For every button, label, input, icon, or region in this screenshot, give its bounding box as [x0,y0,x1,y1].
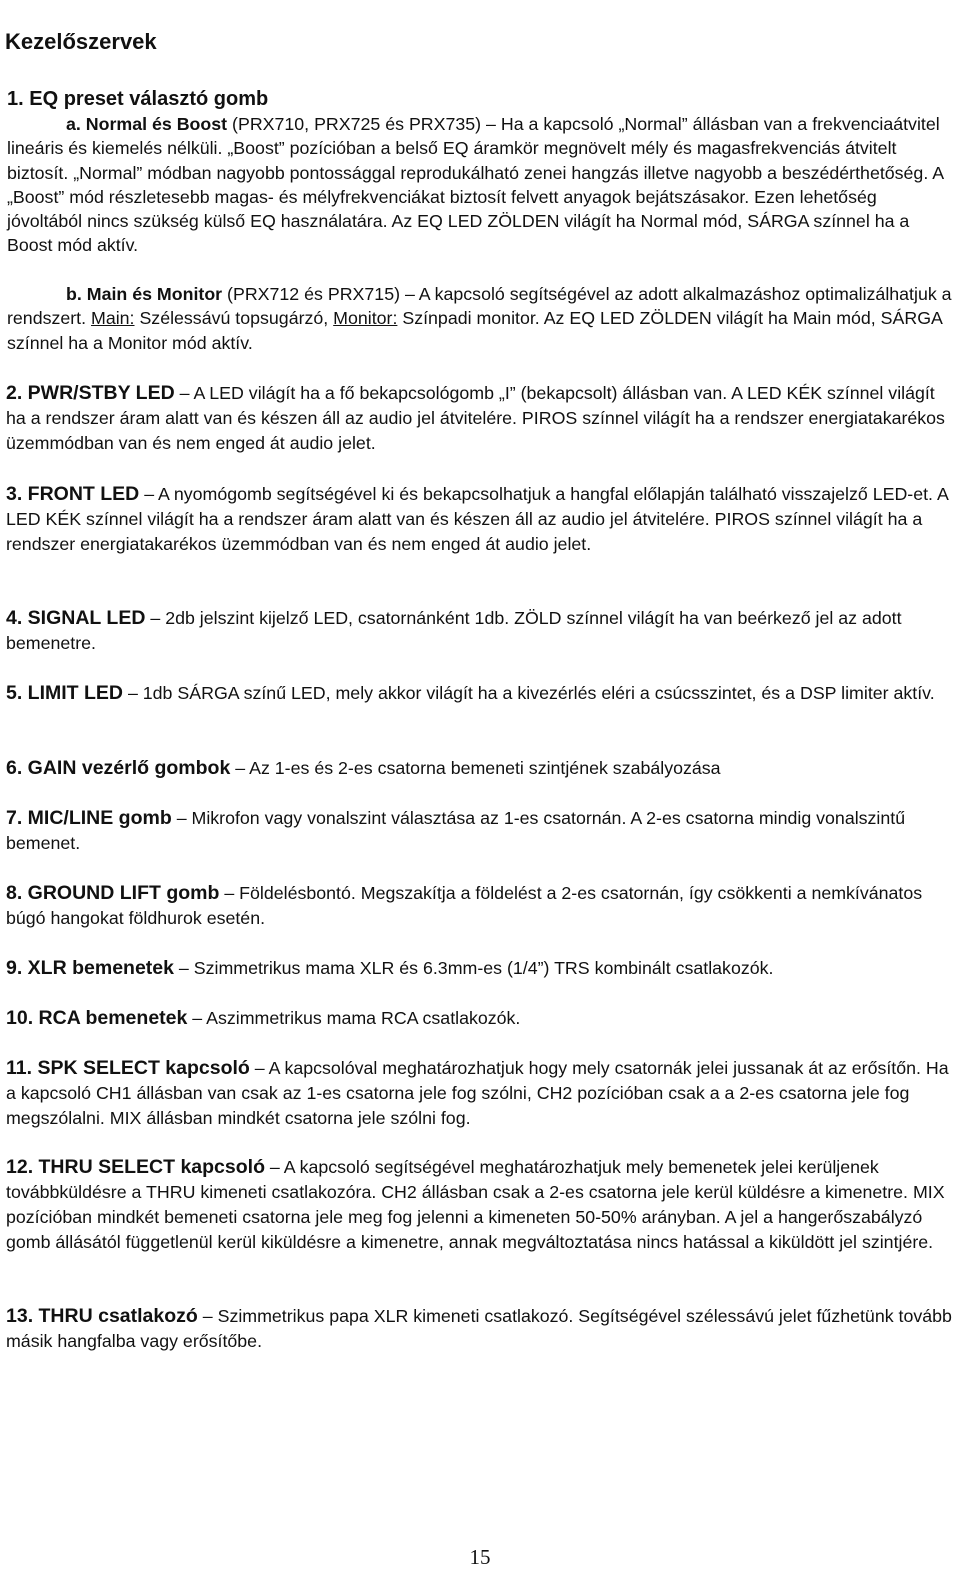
item-limit-led [6,681,954,706]
item-heading: 8. GROUND LIFT gomb [6,882,220,904]
page-title: Kezelőszervek [5,29,157,54]
subsection-main-monitor [7,282,952,355]
subsection-label: b. [66,284,82,304]
subsection-text: Színpadi monitor. Az EQ LED ZÖLDEN világít ha Main mód, SÁRGA színnel ha a Monitor mód aktív. [7,308,942,353]
item-heading: 11. SPK SELECT kapcsoló [6,1057,250,1079]
item-text: – Az 1-es és 2-es csatorna bemeneti szintjének szabályozása [230,758,721,778]
subsection-text: Szélessávú topsugárzó, [134,308,334,329]
item-text: – Szimmetrikus papa XLR kimeneti csatlakozó. Segítségével szélessávú jelet fűzhetünk tovább másik hangfalba vagy erősítőbe. [6,1306,952,1351]
item-thru-select-switch [6,1155,954,1255]
item-text: – 1db SÁRGA színű LED, mely akkor világít ha a kivezérlés eléri a csúcsszintet, és a DSP limiter aktív. [123,683,935,703]
item-heading: 5. LIMIT LED [6,682,123,704]
item-xlr-inputs [6,956,954,981]
page-number: 15 [469,1545,491,1569]
item-mic-line-button [6,806,954,856]
subsection-name: Main és Monitor [86,284,223,304]
item-text: – Földelésbontó. Megszakítja a földelést a 2-es csatornán, így csökkenti a nemkívánatos búgó hangokat földhurok esetén. [6,883,923,928]
item-spk-select-switch [6,1056,954,1131]
subsection-text: (PRX710, PRX725 és PRX735) – Ha a kapcsoló „Normal” állásban van a frekvenciaátvitel lineáris és kiemelés nélküli. „Boost” pozícióban a belső EQ áramkör megnövelt mély és magasfrekvenciás átvitelt biztosít. „Normal” módban nagyobb pontossággal reprodukálható zenei hangzás illetve nagyobb a beszédérthetőség. A „Boost” mód részletesebb magas- és mélyfrekvenciákat biztosít felvett anyagok bejátszásakor. Ezen lehetőség jóvoltából nincs szükség külső EQ használatára. Az EQ LED ZÖLDEN világít ha Normal mód, SÁRGA színnel ha a Boost mód aktív. [7,114,944,256]
item-front-led [6,482,954,557]
item-heading: 12. THRU SELECT kapcsoló [6,1156,265,1178]
item-heading: 3. FRONT LED [6,483,140,505]
item-pwr-stby-led [6,381,954,456]
item-text: – A nyomógomb segítségével ki és bekapcsolhatjuk a hangfal előlapján található visszajelző LED-et. A LED KÉK színnel világít ha a rendszer áram alatt van és készen áll az audio jel átvitelére. PIROS színnel világít ha a rendszer energiatakarékos üzemmódban van és nem enged át audio jelet. [6,484,948,554]
subsection-name: Normal és Boost [85,114,228,134]
item-text: – Aszimmetrikus mama RCA csatlakozók. [187,1008,521,1028]
item-gain-controls [6,756,954,781]
main-label: Main: [91,308,135,329]
item-heading: 4. SIGNAL LED [6,607,146,629]
item-text: – A LED világít ha a fő bekapcsológomb „I” (bekapcsolt) állásban van. A LED KÉK színnel világít ha a rendszer áram alatt van és készen áll az audio jel átvitelére. PIROS színnel világít ha a rendszer energiatakarékos üzemmódban van és nem enged át audio jelet. [6,383,945,453]
item-heading: 10. RCA bemenetek [6,1007,188,1029]
item-text: – 2db jelszint kijelző LED, csatornánként 1db. ZÖLD színnel világít ha van beérkező jel az adott bemenetre. [6,608,902,653]
subsection-label: a. [66,114,81,134]
section-heading-eq-preset: 1. EQ preset választó gomb [7,88,269,110]
item-text: – Mikrofon vagy vonalszint választása az 1-es csatornán. A 2-es csatorna mindig vonalszintű bemenet. [6,808,906,853]
item-rca-inputs [6,1006,954,1031]
subsection-text: (PRX712 és PRX715) – A kapcsoló segítségével az adott alkalmazáshoz optimalizálhatjuk a rendszert. [7,284,952,329]
item-text: – A kapcsolóval meghatározhatjuk hogy mely csatornák jelei jussanak át az erősítőn. Ha a kapcsoló CH1 állásban van csak az 1-es csatorna jele fog szólni, CH2 pozícióban csak a a 2-es csatorna jele fog megszólalni. MIX állásban mindkét csatorna jele szólni fog. [6,1058,949,1128]
item-heading: 9. XLR bemenetek [6,957,174,979]
monitor-label: Monitor: [333,308,398,329]
item-heading: 7. MIC/LINE gomb [6,807,172,829]
item-text: – Szimmetrikus mama XLR és 6.3mm-es (1/4”) TRS kombinált csatlakozók. [173,958,774,978]
item-thru-connector [6,1304,954,1354]
item-heading: 2. PWR/STBY LED [6,382,175,404]
subsection-normal-boost [7,112,952,258]
item-text: – A kapcsoló segítségével meghatározhatjuk mely bemenetek jelei kerüljenek továbbküldésre a THRU kimeneti csatlakozóra. CH2 állásban csak a 2-es csatorna jele kerül küldésre a kimenetre. MIX pozícióban mindkét bemeneti csatorna jele meg fog jelenni a kimeneten 50-50% arányban. A jel a hangerőszabályzó gomb állásától függetlenül kerül kiküldésre a kimenetre, annak megváltoztatása nincs hatással a kiküldött jel szintjére. [6,1157,945,1252]
item-heading: 13. THRU csatlakozó [6,1305,198,1327]
item-ground-lift-button [6,881,954,931]
item-signal-led [6,606,954,656]
item-heading: 6. GAIN vezérlő gombok [6,757,231,779]
